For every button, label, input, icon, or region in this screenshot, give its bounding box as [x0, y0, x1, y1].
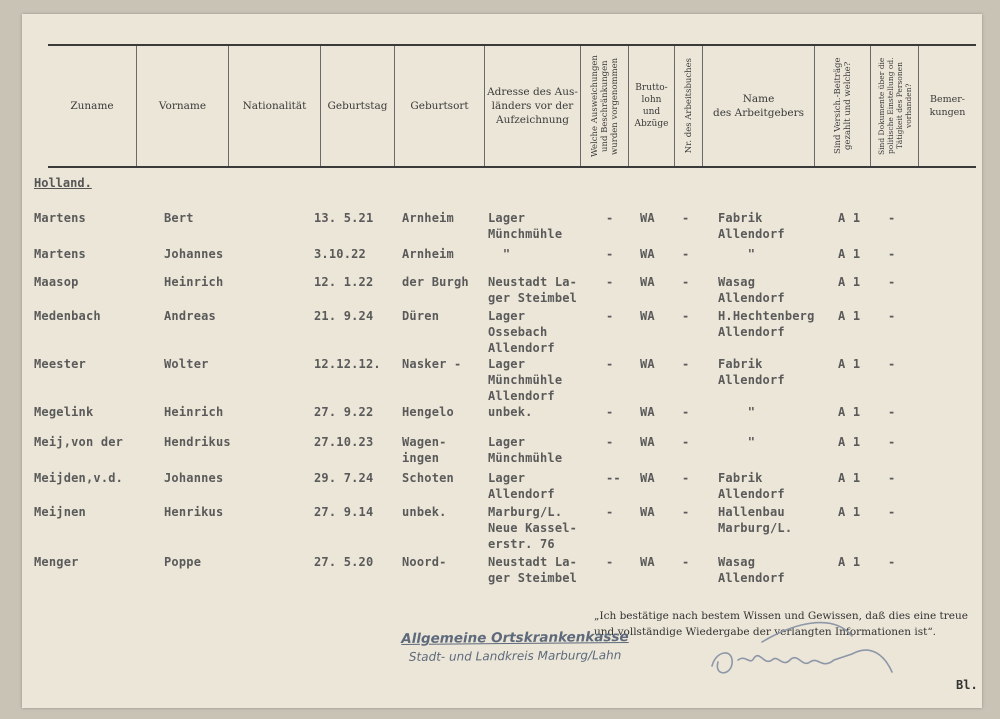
cell-zuname: Meij,von der — [34, 435, 124, 449]
cell-vorname: Henrikus — [164, 505, 224, 519]
cell-c7: - — [606, 247, 614, 261]
cell-brutto: WA — [640, 309, 655, 323]
cell-geburtstag: 29. 7.24 — [314, 471, 374, 485]
cell-brutto: WA — [640, 275, 655, 289]
cell-vorname: Heinrich — [164, 405, 224, 419]
insurance-stamp — [400, 629, 630, 664]
cell-geburtsort: Nasker - — [402, 357, 462, 371]
cell-c9: - — [682, 309, 690, 323]
cell-brutto: WA — [640, 405, 655, 419]
cell-zuname: Meijden,v.d. — [34, 471, 124, 485]
header-zuname-label: Zuname — [70, 100, 114, 112]
cell-dok: - — [888, 357, 896, 371]
cell-zuname: Meijnen — [34, 505, 86, 519]
header-beitraege-label: Sind Versich.-Beiträge gezahlt und welche? — [832, 57, 853, 155]
cell-c7: - — [606, 435, 614, 449]
cell-c7: - — [606, 275, 614, 289]
header-bemerkungen — [918, 46, 976, 166]
cell-beitrag: A 1 — [838, 247, 861, 261]
cell-beitrag: A 1 — [838, 435, 861, 449]
cell-geburtstag: 27. 5.20 — [314, 555, 374, 569]
cell-vorname: Johannes — [164, 247, 224, 261]
cell-brutto: WA — [640, 555, 655, 569]
cell-adresse: Neustadt La- ger Steimbel — [488, 555, 578, 585]
cell-c7: - — [606, 405, 614, 419]
cell-c9: - — [682, 247, 690, 261]
header-adresse-label: Adresse des Aus- länders vor der Aufzeichnung — [487, 86, 578, 126]
cell-arbeitgeber: " — [718, 435, 756, 449]
header-geburtstag — [320, 46, 394, 166]
page-number: Bl. — [956, 678, 978, 692]
cell-beitrag: A 1 — [838, 505, 861, 519]
cell-vorname: Bert — [164, 211, 194, 225]
header-vorname-label: Vorname — [158, 100, 207, 112]
cell-geburtsort: Schoten — [402, 471, 454, 485]
cell-beitrag: A 1 — [838, 357, 861, 371]
cell-c7: - — [606, 357, 614, 371]
cell-c9: - — [682, 275, 690, 289]
cell-adresse: Lager Münchmühle — [488, 435, 563, 465]
cell-adresse: Lager Allendorf — [488, 471, 555, 501]
header-geburtsort-label: Geburtsort — [410, 100, 469, 112]
cell-geburtsort: unbek. — [402, 505, 447, 519]
cell-beitrag: A 1 — [838, 275, 861, 289]
cell-brutto: WA — [640, 435, 655, 449]
header-arbeitsbuch — [674, 46, 702, 166]
header-arbeitgeber — [702, 46, 814, 166]
cell-vorname: Poppe — [164, 555, 202, 569]
header-geburtstag-label: Geburtstag — [327, 100, 388, 112]
header-arbeitsbuch-label: Nr. des Arbeitsbuches — [683, 58, 694, 154]
cell-geburtstag: 21. 9.24 — [314, 309, 374, 323]
cell-dok: - — [888, 471, 896, 485]
cell-zuname: Menger — [34, 555, 79, 569]
cell-arbeitgeber: Fabrik Allendorf — [718, 357, 785, 387]
cell-beitrag: A 1 — [838, 471, 861, 485]
cell-dok: - — [888, 275, 896, 289]
header-nationalitaet — [228, 46, 320, 166]
cell-zuname: Meester — [34, 357, 86, 371]
stamp-line-1: Allgemeine Ortskrankenkasse — [401, 629, 629, 647]
cell-c9: - — [682, 357, 690, 371]
header-arbeitgeber-label: Name des Arbeitgebers — [712, 93, 805, 119]
header-brutto-label: Brutto- lohn und Abzüge — [634, 83, 669, 129]
cell-arbeitgeber: " — [718, 247, 756, 261]
cell-zuname: Martens — [34, 211, 86, 225]
cell-arbeitgeber: Wasag Allendorf — [718, 555, 785, 585]
cell-brutto: WA — [640, 211, 655, 225]
cell-geburtstag: 3.10.22 — [314, 247, 366, 261]
cell-adresse: Lager Münchmühle Allendorf — [488, 357, 563, 403]
cell-geburtsort: Düren — [402, 309, 440, 323]
header-nationalitaet-label: Nationalität — [242, 100, 307, 112]
cell-vorname: Wolter — [164, 357, 209, 371]
cell-dok: - — [888, 211, 896, 225]
cell-c9: - — [682, 435, 690, 449]
cell-brutto: WA — [640, 471, 655, 485]
cell-c9: - — [682, 211, 690, 225]
cell-geburtstag: 27. 9.22 — [314, 405, 374, 419]
cell-geburtsort: Hengelo — [402, 405, 454, 419]
table-header — [48, 44, 976, 168]
cell-brutto: WA — [640, 247, 655, 261]
cell-dok: - — [888, 405, 896, 419]
cell-brutto: WA — [640, 505, 655, 519]
cell-adresse: " — [488, 247, 511, 261]
cell-zuname: Martens — [34, 247, 86, 261]
cell-adresse: Marburg/L. Neue Kassel- erstr. 76 — [488, 505, 578, 551]
cell-beitrag: A 1 — [838, 405, 861, 419]
cell-adresse: Neustadt La- ger Steimbel — [488, 275, 578, 305]
cell-geburtsort: Arnheim — [402, 211, 454, 225]
attestation-text: „Ich bestätige nach bestem Wissen und Gewissen, daß dies eine treue und vollständige Wiedergabe der verlangten Informationen ist“. — [594, 610, 968, 638]
stamp-line-2: Stadt- und Landkreis Marburg/Lahn — [408, 648, 622, 664]
header-beschraenkungen-label: Welche Ausweichungen und Beschränkungen wurden vorgenommen — [589, 55, 620, 157]
cell-brutto: WA — [640, 357, 655, 371]
cell-dok: - — [888, 555, 896, 569]
cell-adresse: Lager Münchmühle — [488, 211, 563, 241]
cell-dok: - — [888, 435, 896, 449]
cell-c9: - — [682, 505, 690, 519]
cell-zuname: Maasop — [34, 275, 79, 289]
header-dokumente-label: Sind Dokumente über die politische Einstellung od. Tätigkeit des Personen vorhanden? — [876, 57, 913, 155]
cell-dok: - — [888, 505, 896, 519]
cell-geburtsort: der Burgh — [402, 275, 469, 289]
cell-c7: - — [606, 505, 614, 519]
cell-vorname: Johannes — [164, 471, 224, 485]
cell-arbeitgeber: H.Hechtenberg Allendorf — [718, 309, 815, 339]
cell-arbeitgeber: Fabrik Allendorf — [718, 211, 785, 241]
cell-vorname: Hendrikus — [164, 435, 231, 449]
cell-zuname: Medenbach — [34, 309, 101, 323]
cell-beitrag: A 1 — [838, 309, 861, 323]
header-beitraege — [814, 46, 870, 166]
handwritten-signature — [702, 614, 922, 694]
cell-c9: - — [682, 405, 690, 419]
section-title: Holland. — [34, 176, 92, 190]
cell-c7: -- — [606, 471, 621, 485]
cell-zuname: Megelink — [34, 405, 94, 419]
cell-dok: - — [888, 247, 896, 261]
cell-adresse: unbek. — [488, 405, 533, 419]
cell-beitrag: A 1 — [838, 211, 861, 225]
cell-geburtstag: 13. 5.21 — [314, 211, 374, 225]
cell-dok: - — [888, 309, 896, 323]
cell-geburtsort: Wagen- ingen — [402, 435, 447, 465]
record-card — [22, 14, 982, 708]
cell-geburtstag: 27.10.23 — [314, 435, 374, 449]
cell-geburtstag: 27. 9.14 — [314, 505, 374, 519]
cell-arbeitgeber: Hallenbau Marburg/L. — [718, 505, 793, 535]
header-brutto — [628, 46, 674, 166]
cell-geburtsort: Noord- — [402, 555, 447, 569]
cell-beitrag: A 1 — [838, 555, 861, 569]
cell-c9: - — [682, 555, 690, 569]
cell-arbeitgeber: Fabrik Allendorf — [718, 471, 785, 501]
cell-geburtsort: Arnheim — [402, 247, 454, 261]
cell-arbeitgeber: " — [718, 405, 756, 419]
cell-c9: - — [682, 471, 690, 485]
cell-c7: - — [606, 309, 614, 323]
cell-arbeitgeber: Wasag Allendorf — [718, 275, 785, 305]
cell-geburtstag: 12. 1.22 — [314, 275, 374, 289]
header-vorname — [136, 46, 228, 166]
cell-c7: - — [606, 211, 614, 225]
cell-vorname: Heinrich — [164, 275, 224, 289]
header-beschraenkungen — [580, 46, 628, 166]
header-dokumente — [870, 46, 918, 166]
header-bemerkungen-label: Bemer- kungen — [929, 94, 966, 118]
cell-c7: - — [606, 555, 614, 569]
header-adresse — [484, 46, 580, 166]
header-geburtsort — [394, 46, 484, 166]
header-zuname — [48, 46, 136, 166]
cell-vorname: Andreas — [164, 309, 216, 323]
cell-adresse: Lager Ossebach Allendorf — [488, 309, 555, 355]
cell-geburtstag: 12.12.12. — [314, 357, 381, 371]
